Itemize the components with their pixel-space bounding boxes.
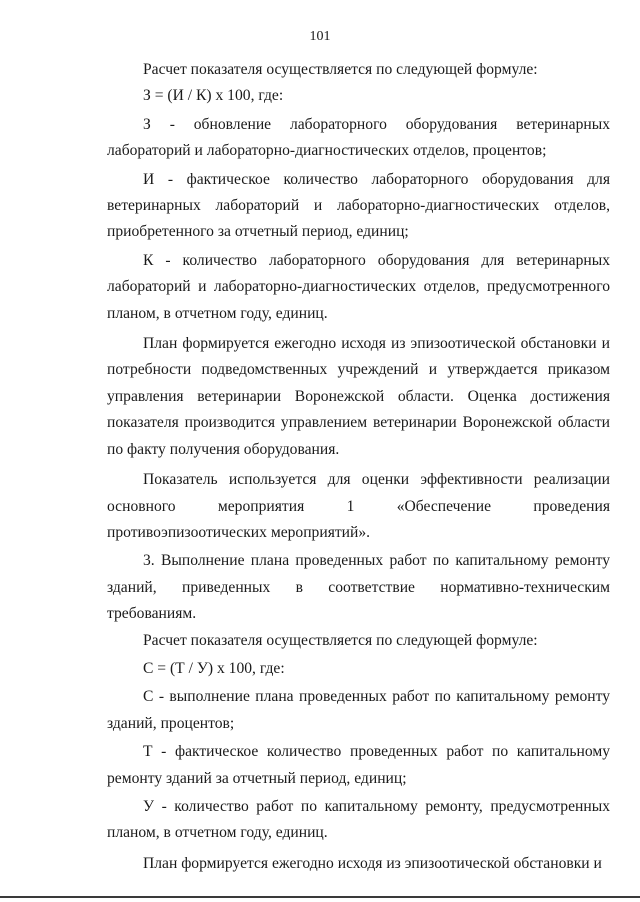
page-bottom-edge <box>0 896 640 898</box>
indicator-usage-paragraph: Показатель используется для оценки эффективности реализации основного мероприятия 1 «Обеспечение проведения противоэпизоотических мероприятий». <box>107 471 610 541</box>
definition-z: З - обновление лабораторного оборудования ветеринарных лабораторий и лабораторно-диагностических отделов, процентов; <box>107 115 610 160</box>
formula-intro-paragraph-2: Расчет показателя осуществляется по следующей формуле: <box>143 631 538 649</box>
formula-intro-paragraph: Расчет показателя осуществляется по следующей формуле: <box>143 61 538 78</box>
formula-c: С = (Т / У) х 100, где: <box>143 659 285 677</box>
definition-u: У - количество работ по капитальному ремонту, предусмотренных планом, в отчетном году, единиц. <box>107 797 610 842</box>
formula-z: З = (И / К) х 100, где: <box>143 87 284 105</box>
page-number: 101 <box>309 29 331 44</box>
definition-i: И - фактическое количество лабораторного оборудования для ветеринарных лабораторий и лабораторно-диагностических отделов, приобретенного за отчетный период, единиц; <box>107 170 610 241</box>
definition-k: К - количество лабораторного оборудования для ветеринарных лабораторий и лабораторно-диагностических отделов, предусмотренного планом, в отчетном году, единиц. <box>107 251 610 322</box>
plan-paragraph: План формируется ежегодно исходя из эпизоотической обстановки и потребности подведомственных учреждений и утверждается приказом управления ветеринарии Воронежской области. Оценка достижения показателя производится управлением ветеринарии Воронежской области по факту получения оборудования. <box>107 335 610 458</box>
plan-paragraph-2: План формируется ежегодно исходя из эпизоотической обстановки и <box>143 854 602 872</box>
document-body <box>107 57 610 877</box>
section-3-heading-paragraph: 3. Выполнение плана проведенных работ по капитальному ремонту зданий, приведенных в соответствие нормативно-техническим требованиям. <box>107 552 610 623</box>
definition-c: С - выполнение плана проведенных работ по капитальному ремонту зданий, процентов; <box>107 688 610 732</box>
definition-t: Т - фактическое количество проведенных работ по капитальному ремонту зданий за отчетный период, единиц; <box>107 743 610 787</box>
